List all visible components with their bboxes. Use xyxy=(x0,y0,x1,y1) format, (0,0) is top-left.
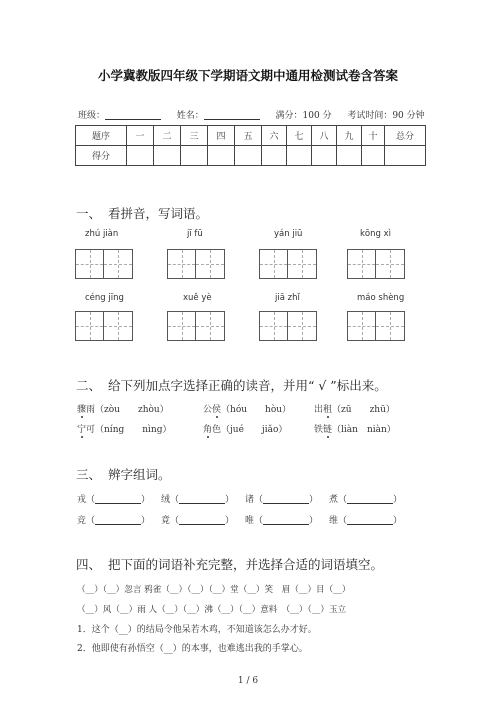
pinyin-label: jiā zhǐ xyxy=(275,293,300,303)
student-info-line xyxy=(78,108,425,121)
word-item: 绒（ ） xyxy=(161,495,235,505)
word-item: 煮（ ） xyxy=(329,495,403,505)
full-score: 满分：100 分 xyxy=(275,111,332,121)
word-item: 竟（ ） xyxy=(161,516,235,526)
score-cell[interactable] xyxy=(181,146,208,166)
score-cell[interactable] xyxy=(235,146,262,166)
writing-grid[interactable] xyxy=(167,311,225,341)
score-cell[interactable] xyxy=(154,146,181,166)
writing-grid[interactable] xyxy=(167,249,225,279)
reading-item: 宁可（níng nìng） xyxy=(77,425,172,435)
idiom-line: （__）风（__）雨 人（__）（__）沸（__）（__）意料 （__）（__）玉立 xyxy=(77,605,347,615)
page-number: 1 / 6 xyxy=(237,676,259,686)
reading-item: 公侯（hóu hòu） xyxy=(203,405,292,415)
word-blank[interactable] xyxy=(179,503,225,504)
word-item: 戎（ ） xyxy=(77,495,151,505)
reading-item: 骤雨（zòu zhòu） xyxy=(77,405,169,415)
word-item: 竞（ ） xyxy=(77,516,151,526)
idiom-line: （__）（__）忽言 鸦雀（__）（__）（__）堂（__）笑 眉（__）目（__） xyxy=(77,585,351,595)
word-blank[interactable] xyxy=(263,524,309,525)
pinyin-label: yán jiū xyxy=(274,229,303,239)
reading-item: 角色（jué jiǎo） xyxy=(203,425,288,435)
reading-item: 出租（zū zhū） xyxy=(314,405,395,415)
score-header: 三 xyxy=(181,126,208,146)
score-cell[interactable] xyxy=(262,146,287,166)
writing-grid[interactable] xyxy=(75,311,133,341)
word-item: 唯（ ） xyxy=(245,516,319,526)
writing-grid[interactable] xyxy=(259,311,317,341)
word-blank[interactable] xyxy=(263,503,309,504)
section-2-heading: 二、 给下列加点字选择正确的读音，并用“ √ ”标出来。 xyxy=(76,378,387,393)
score-table xyxy=(75,125,426,166)
score-header: 七 xyxy=(287,126,312,146)
score-cell[interactable] xyxy=(208,146,235,166)
score-header: 四 xyxy=(208,126,235,146)
name-label: 姓名： xyxy=(176,111,204,121)
writing-grid[interactable] xyxy=(347,249,405,279)
section-4-heading: 四、 把下面的词语补充完整，并选择合适的词语填空。 xyxy=(76,557,384,572)
score-header: 总分 xyxy=(385,126,426,146)
score-cell[interactable] xyxy=(127,146,154,166)
score-header-row xyxy=(76,126,426,146)
word-item: 维（ ） xyxy=(329,516,403,526)
reading-item: 铁链（liàn niàn） xyxy=(314,425,396,435)
pinyin-label: jī fū xyxy=(187,229,203,239)
word-blank[interactable] xyxy=(95,524,141,525)
pinyin-label: céng jīng xyxy=(85,293,124,303)
score-header: 九 xyxy=(337,126,362,146)
section-1-heading: 一、 看拼音，写词语。 xyxy=(76,206,209,221)
word-item: 诸（ ） xyxy=(245,495,319,505)
score-header: 十 xyxy=(362,126,385,146)
score-header: 一 xyxy=(127,126,154,146)
score-header: 二 xyxy=(154,126,181,146)
class-label: 班级： xyxy=(78,111,106,121)
pinyin-label: zhú jiàn xyxy=(85,229,119,239)
word-blank[interactable] xyxy=(95,503,141,504)
score-cell[interactable] xyxy=(362,146,385,166)
document-title: 小学冀教版四年级下学期语文期中通用检测试卷含答案 xyxy=(97,68,398,83)
pinyin-label: xuě yè xyxy=(183,293,212,303)
score-cell[interactable] xyxy=(337,146,362,166)
score-cell[interactable] xyxy=(312,146,337,166)
score-header: 题序 xyxy=(76,126,127,146)
word-blank[interactable] xyxy=(179,524,225,525)
word-blank[interactable] xyxy=(347,524,393,525)
section-3-heading: 三、 辨字组词。 xyxy=(76,467,171,482)
score-cell[interactable] xyxy=(385,146,426,166)
exam-time: 考试时间：90 分钟 xyxy=(347,111,425,121)
score-header: 六 xyxy=(262,126,287,146)
score-header: 五 xyxy=(235,126,262,146)
score-header: 八 xyxy=(312,126,337,146)
question-2: 2．他即使有孙悟空（__）的本事，也难逃出我的手掌心。 xyxy=(77,644,308,654)
question-1: 1．这个（__）的结局令他呆若木鸡，不知道该怎么办才好。 xyxy=(77,625,317,635)
class-blank[interactable] xyxy=(105,119,161,120)
writing-grid[interactable] xyxy=(347,311,405,341)
score-value-row xyxy=(76,146,426,166)
writing-grid[interactable] xyxy=(75,249,133,279)
pinyin-label: kōng xì xyxy=(360,229,391,239)
word-blank[interactable] xyxy=(347,503,393,504)
writing-grid[interactable] xyxy=(259,249,317,279)
name-blank[interactable] xyxy=(204,119,260,120)
score-row-label: 得分 xyxy=(76,146,127,166)
score-cell[interactable] xyxy=(287,146,312,166)
pinyin-label: máo shèng xyxy=(357,293,405,303)
